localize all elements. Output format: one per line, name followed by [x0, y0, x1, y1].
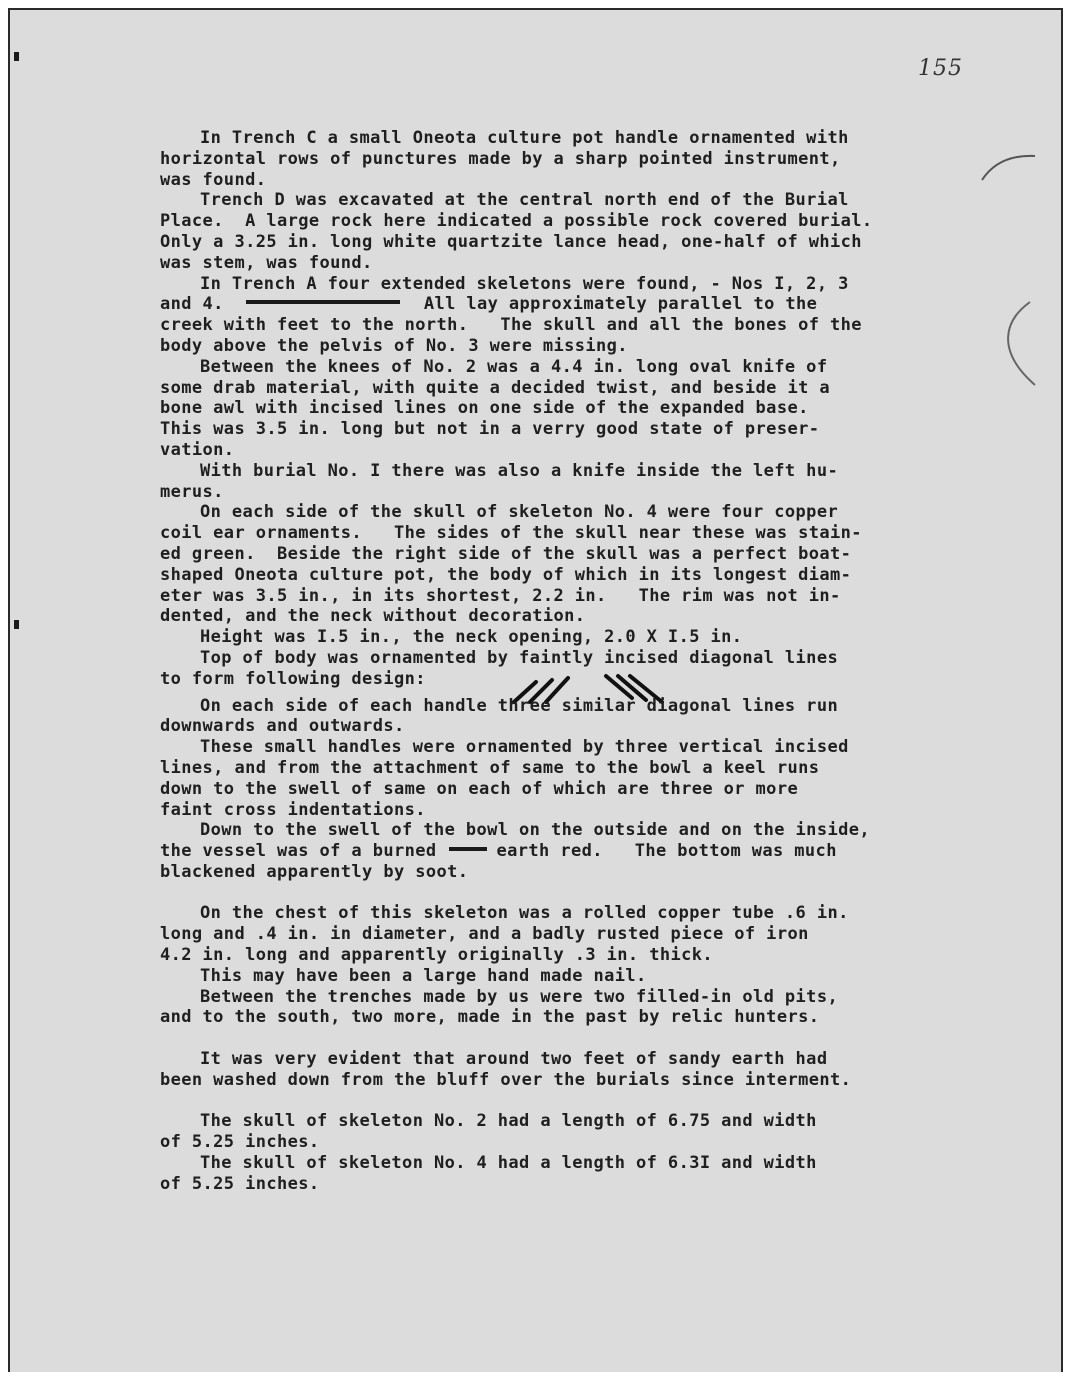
text-line: some drab material, with quite a decided twist, and beside it a — [160, 377, 830, 398]
text-line: body above the pelvis of No. 3 were missing. — [160, 335, 628, 356]
text-line: horizontal rows of punctures made by a sharp pointed instrument, — [160, 148, 841, 169]
text-line: blackened apparently by soot. — [160, 861, 469, 882]
text-line: lines, and from the attachment of same to the bowl a keel runs — [160, 757, 820, 778]
text-line: 4.2 in. long and apparently originally .3 in. thick. — [160, 945, 714, 966]
text-line: In Trench C a small Oneota culture pot handle ornamented with — [200, 128, 849, 148]
text-line: been washed down from the bluff over the burials since interment. — [160, 1069, 852, 1090]
text-line: of 5.25 inches. — [160, 1173, 320, 1194]
text-line: These small handles were ornamented by three vertical incised — [200, 737, 849, 758]
text-fragment: the vessel was of a burned — [160, 841, 437, 862]
text-line: Trench D was excavated at the central north end of the Burial — [200, 190, 849, 211]
text-line: merus. — [160, 481, 224, 502]
text-line: In Trench A four extended skeletons were found, - Nos I, 2, 3 — [200, 273, 849, 294]
margin-mark — [14, 620, 19, 629]
text-line: On each side of each handle three similar diagonal lines run — [200, 695, 839, 716]
typed-text — [160, 128, 1030, 1195]
text-line: and to the south, two more, made in the past by relic hunters. — [160, 1007, 820, 1028]
text-line: The skull of skeleton No. 2 had a length of 6.75 and width — [200, 1111, 817, 1132]
text-line: shaped Oneota culture pot, the body of which in its longest diam- — [160, 564, 852, 585]
text-line: down to the swell of same on each of which are three or more — [160, 778, 799, 799]
text-line: With burial No. I there was also a knife inside the left hu- — [200, 460, 839, 481]
text-line: On each side of the skull of skeleton No. 4 were four copper — [200, 502, 839, 523]
text-line: vation. — [160, 439, 235, 460]
text-line: Between the knees of No. 2 was a 4.4 in. long oval knife of — [200, 356, 828, 377]
text-line: This may have been a large hand made nail. — [200, 965, 647, 986]
text-line: The skull of skeleton No. 4 had a length of 6.3I and width — [200, 1153, 817, 1174]
text-fragment: to form following design: — [160, 668, 426, 689]
text-line: Between the trenches made by us were two filled-in old pits, — [200, 986, 839, 1007]
text-line: of 5.25 inches. — [160, 1132, 320, 1153]
text-line: creek with feet to the north. The skull and all the bones of the — [160, 315, 862, 336]
text-line: This was 3.5 in. long but not in a verry good state of preser- — [160, 419, 820, 440]
text-line-with-strikeout — [160, 294, 1030, 315]
text-line: Height was I.5 in., the neck opening, 2.0 X I.5 in. — [200, 627, 743, 648]
text-line: downwards and outwards. — [160, 716, 405, 737]
text-fragment: All lay approximately parallel to the — [423, 294, 818, 315]
text-fragment: and 4. — [160, 294, 224, 315]
text-line: was found. — [160, 169, 267, 190]
text-line: On the chest of this skeleton was a rolled copper tube .6 in. — [200, 903, 849, 924]
text-line: eter was 3.5 in., in its shortest, 2.2 in. The rim was not in- — [160, 585, 841, 606]
text-line-with-design — [160, 669, 1030, 690]
text-line: dented, and the neck without decoration. — [160, 606, 586, 627]
text-fragment: earth red. The bottom was much — [496, 841, 837, 862]
text-line: long and .4 in. in diameter, and a badly rusted piece of iron — [160, 924, 809, 945]
struck-out-text — [451, 842, 485, 856]
text-line: bone awl with incised lines on one side of the expanded base. — [160, 398, 809, 419]
text-line: coil ear ornaments. The sides of the skull near these was stain- — [160, 523, 862, 544]
text-line: ed green. Beside the right side of the skull was a perfect boat- — [160, 543, 852, 564]
text-line: It was very evident that around two feet of sandy earth had — [200, 1049, 828, 1070]
text-line: Place. A large rock here indicated a possible rock covered burial. — [160, 211, 873, 232]
text-line-with-strikeout — [160, 841, 1030, 862]
text-line: Down to the swell of the bowl on the outside and on the inside, — [200, 820, 870, 841]
text-line: Only a 3.25 in. long white quartzite lance head, one-half of which — [160, 231, 862, 252]
struck-out-text — [248, 295, 398, 309]
text-line: Top of body was ornamented by faintly incised diagonal lines — [200, 647, 839, 668]
page-number: 155 — [918, 56, 963, 81]
text-line: was stem, was found. — [160, 252, 373, 273]
margin-mark — [14, 52, 19, 61]
text-line: faint cross indentations. — [160, 799, 426, 820]
